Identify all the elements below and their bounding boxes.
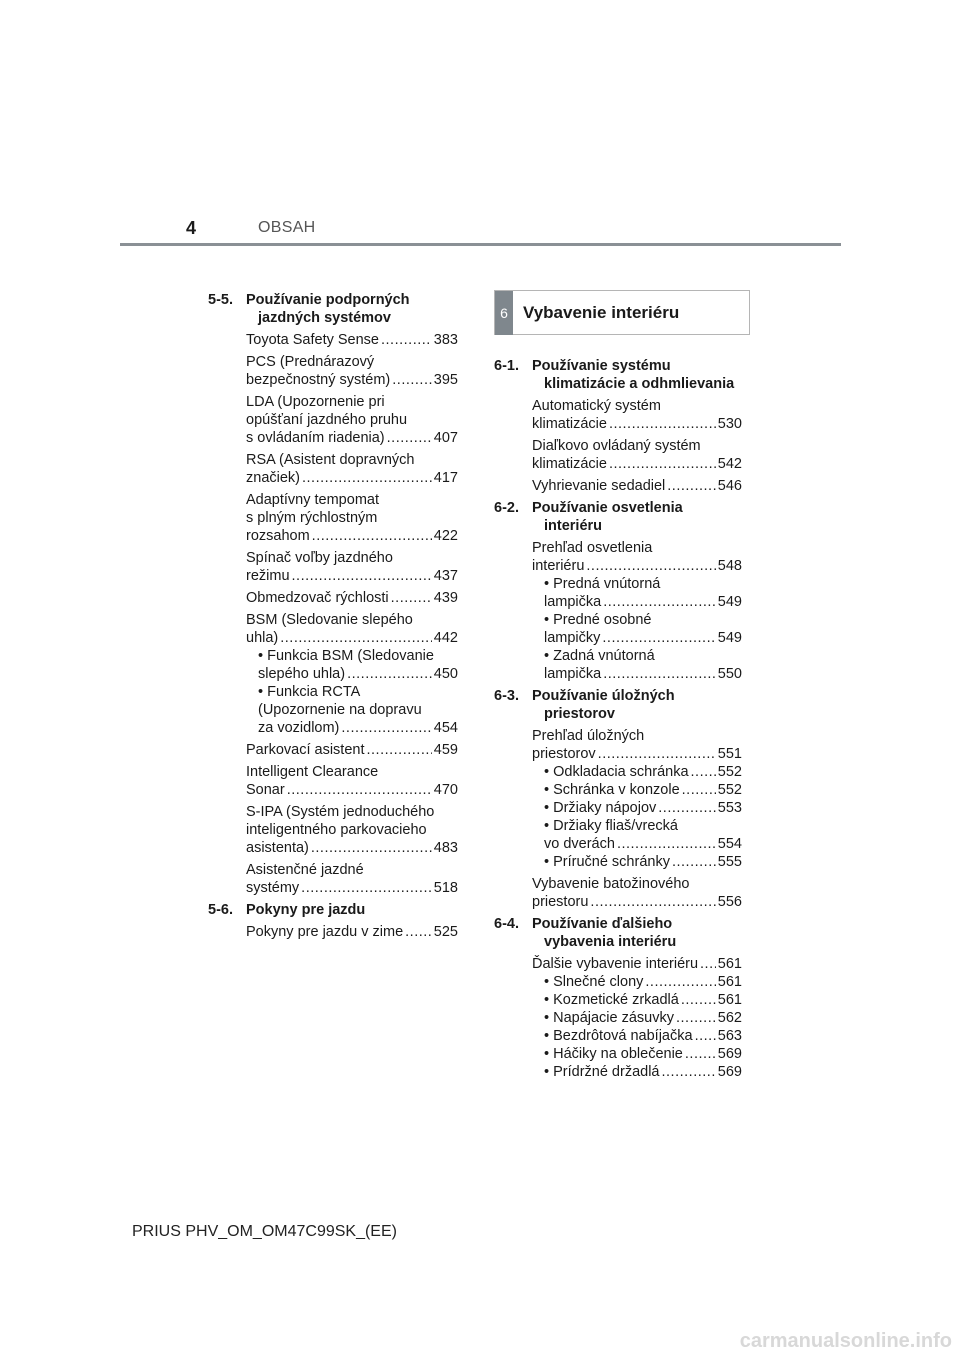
entry-leader-row	[246, 331, 458, 349]
dot-leader	[347, 665, 432, 683]
entry-leader-row	[246, 741, 458, 759]
entry-text-line: opúšťaní jazdného pruhu	[246, 412, 408, 428]
toc-section-heading	[494, 357, 742, 393]
dot-leader	[603, 593, 716, 611]
entry-label: rozsahom	[246, 528, 310, 544]
entry-page-number: 454	[433, 720, 458, 736]
section-number: 6-3.	[494, 688, 519, 704]
toc-section-heading	[208, 901, 458, 919]
entry-page-number: 562	[717, 1010, 742, 1026]
dot-leader	[387, 429, 432, 447]
toc-subentry[interactable]	[544, 991, 742, 1009]
entry-leader-row	[246, 527, 458, 545]
dot-leader	[301, 879, 432, 897]
entry-text-line: Automatický systém	[532, 398, 661, 414]
toc-entry[interactable]	[532, 955, 742, 973]
toc-subentry[interactable]	[544, 853, 742, 871]
entry-page-number: 561	[717, 974, 742, 990]
entry-label: • Napájacie zásuvky	[544, 1010, 674, 1026]
dot-leader	[682, 781, 716, 799]
section-title: Používanie podporných jazdných systémov	[246, 292, 410, 326]
entry-page-number: 554	[717, 836, 742, 852]
toc-entry[interactable]	[246, 923, 458, 941]
chapter-heading	[494, 290, 750, 335]
entry-label: • Bezdrôtová nabíjačka	[544, 1028, 693, 1044]
header-title: OBSAH	[258, 219, 316, 236]
dot-leader	[602, 629, 715, 647]
entry-label: Pokyny pre jazdu v zime	[246, 924, 404, 940]
entry-page-number: 569	[717, 1064, 742, 1080]
entry-label: slepého uhla)	[258, 666, 346, 682]
toc-entry[interactable]	[532, 875, 742, 911]
entry-text-line: Asistenčné jazdné	[246, 862, 364, 878]
entry-leader-row	[544, 1045, 742, 1063]
dot-leader	[292, 567, 432, 585]
entry-text-line: Intelligent Clearance	[246, 764, 379, 780]
entry-leader-row	[532, 745, 742, 763]
page-number: 4	[186, 218, 197, 238]
entry-leader-row	[532, 415, 742, 433]
dot-leader	[302, 469, 432, 487]
toc-left-column	[208, 287, 458, 941]
entry-page-number: 546	[717, 478, 742, 494]
toc-subentry[interactable]	[544, 1063, 742, 1081]
entry-text-line: s plným rýchlostným	[246, 510, 378, 526]
entry-leader-row	[532, 955, 742, 973]
toc-entry[interactable]	[246, 741, 458, 759]
entry-page-number: 552	[717, 764, 742, 780]
entry-page-number: 470	[433, 782, 458, 798]
entry-leader-row	[544, 853, 742, 871]
dot-leader	[672, 853, 716, 871]
entry-leader-row	[544, 781, 742, 799]
dot-leader	[586, 557, 715, 575]
dot-leader	[681, 991, 716, 1009]
entry-label: vo dverách	[544, 836, 615, 852]
dot-leader	[700, 955, 716, 973]
toc-entry[interactable]	[246, 763, 458, 799]
section-number: 6-4.	[494, 916, 519, 932]
dot-leader	[312, 527, 432, 545]
entry-page-number: 569	[717, 1046, 742, 1062]
toc-subentry[interactable]	[544, 973, 742, 991]
entry-leader-row	[246, 371, 458, 389]
entry-page-number: 437	[433, 568, 458, 584]
toc-subentry[interactable]	[544, 1009, 742, 1027]
page-header	[0, 0, 960, 280]
entry-leader-row	[544, 1063, 742, 1081]
entry-page-number: 422	[433, 528, 458, 544]
entry-page-number: 542	[717, 456, 742, 472]
dot-leader	[598, 745, 716, 763]
entry-leader-row	[544, 835, 742, 853]
toc-entry[interactable]	[246, 549, 458, 585]
dot-leader	[685, 1045, 716, 1063]
dot-leader	[311, 839, 432, 857]
section-number: 6-2.	[494, 500, 519, 516]
entry-leader-row	[246, 469, 458, 487]
entry-text-line: • Funkcia BSM (Sledovanie	[258, 648, 434, 664]
dot-leader	[366, 741, 431, 759]
toc-right-column	[494, 353, 742, 1081]
dot-leader	[676, 1009, 716, 1027]
header-rule	[120, 243, 841, 246]
entry-page-number: 561	[717, 992, 742, 1008]
entry-text-line: RSA (Asistent dopravných	[246, 452, 415, 468]
entry-page-number: 563	[717, 1028, 742, 1044]
entry-leader-row	[258, 665, 458, 683]
dot-leader	[691, 763, 716, 781]
toc-entry[interactable]	[246, 589, 458, 607]
section-title: Používanie osvetlenia interiéru	[532, 500, 683, 534]
entry-label: za vozidlom)	[258, 720, 340, 736]
entry-leader-row	[246, 429, 458, 447]
entry-page-number: 439	[433, 590, 458, 606]
toc-subentry[interactable]	[544, 647, 742, 683]
toc-subentry[interactable]	[544, 817, 742, 853]
entry-leader-row	[246, 923, 458, 941]
entry-page-number: 459	[433, 742, 458, 758]
entry-label: systémy	[246, 880, 300, 896]
entry-text-line: Spínač voľby jazdného	[246, 550, 393, 566]
entry-label: lampičky	[544, 630, 601, 646]
toc-subentry[interactable]	[258, 647, 458, 683]
dot-leader	[609, 415, 716, 433]
dot-leader	[609, 455, 716, 473]
entry-leader-row	[544, 593, 742, 611]
entry-text-line: • Predná vnútorná	[544, 576, 661, 592]
toc-subentry[interactable]	[544, 1027, 742, 1045]
entry-leader-row	[544, 629, 742, 647]
entry-page-number: 417	[433, 470, 458, 486]
section-number: 6-1.	[494, 358, 519, 374]
entry-leader-row	[246, 879, 458, 897]
entry-page-number: 450	[433, 666, 458, 682]
entry-text-line: Adaptívny tempomat	[246, 492, 379, 508]
entry-page-number: 383	[433, 332, 458, 348]
entry-page-number: 552	[717, 782, 742, 798]
section-number: 5-5.	[208, 292, 233, 308]
entry-label: interiéru	[532, 558, 585, 574]
entry-leader-row	[544, 1027, 742, 1045]
entry-page-number: 518	[433, 880, 458, 896]
toc-subentry[interactable]	[544, 763, 742, 781]
toc-entry[interactable]	[532, 437, 742, 473]
entry-leader-row	[532, 893, 742, 911]
dot-leader	[667, 477, 716, 495]
entry-label: Sonar	[246, 782, 285, 798]
toc-section-heading	[208, 291, 458, 327]
entry-page-number: 550	[717, 666, 742, 682]
entry-label: • Schránka v konzole	[544, 782, 680, 798]
entry-label: • Háčiky na oblečenie	[544, 1046, 683, 1062]
toc-section-heading	[494, 687, 742, 723]
entry-label: Vyhrievanie sedadiel	[532, 478, 666, 494]
dot-leader	[658, 799, 716, 817]
section-title: Používanie úložných priestorov	[532, 688, 675, 722]
section-title: Pokyny pre jazdu	[246, 902, 366, 918]
entry-label: • Kozmetické zrkadlá	[544, 992, 679, 1008]
entry-label: Ďalšie vybavenie interiéru	[532, 956, 699, 972]
entry-label: priestorov	[532, 746, 596, 762]
dot-leader	[645, 973, 715, 991]
entry-text-line: • Predné osobné	[544, 612, 652, 628]
dot-leader	[287, 781, 432, 799]
entry-text-line: BSM (Sledovanie slepého	[246, 612, 413, 628]
dot-leader	[391, 589, 432, 607]
entry-leader-row	[544, 1009, 742, 1027]
entry-text-line: • Funkcia RCTA	[258, 684, 361, 700]
dot-leader	[590, 893, 715, 911]
entry-leader-row	[532, 557, 742, 575]
toc-section-heading	[494, 499, 742, 535]
toc-entry[interactable]	[532, 477, 742, 495]
dot-leader	[603, 665, 716, 683]
entry-label: režimu	[246, 568, 290, 584]
entry-page-number: 395	[433, 372, 458, 388]
dot-leader	[617, 835, 716, 853]
entry-label: Obmedzovač rýchlosti	[246, 590, 389, 606]
entry-text-line: LDA (Upozornenie pri	[246, 394, 385, 410]
toc-subentry[interactable]	[544, 575, 742, 611]
entry-page-number: 442	[433, 630, 458, 646]
dot-leader	[341, 719, 431, 737]
entry-leader-row	[544, 799, 742, 817]
watermark: carmanualsonline.info	[739, 1330, 952, 1352]
entry-leader-row	[246, 567, 458, 585]
entry-label: lampička	[544, 666, 602, 682]
entry-text-line: Diaľkovo ovládaný systém	[532, 438, 701, 454]
dot-leader	[405, 923, 432, 941]
entry-label: • Odkladacia schránka	[544, 764, 689, 780]
entry-page-number: 548	[717, 558, 742, 574]
toc-subentry[interactable]	[258, 683, 458, 737]
entry-label: priestoru	[532, 894, 589, 910]
entry-label: • Príručné schránky	[544, 854, 670, 870]
section-title: Používanie systému klimatizácie a odhmlievania	[532, 358, 735, 392]
entry-label: lampička	[544, 594, 602, 610]
toc-entry[interactable]	[246, 451, 458, 487]
toc-entry[interactable]	[246, 803, 458, 857]
entry-leader-row	[544, 665, 742, 683]
entry-label: Parkovací asistent	[246, 742, 365, 758]
dot-leader	[695, 1027, 716, 1045]
toc-entry[interactable]	[246, 393, 458, 447]
entry-text-line: S-IPA (Systém jednoduchého	[246, 804, 435, 820]
toc-entry[interactable]	[246, 861, 458, 897]
entry-label: uhla)	[246, 630, 279, 646]
entry-label: klimatizácie	[532, 416, 607, 432]
entry-label: asistenta)	[246, 840, 309, 856]
entry-page-number: 530	[717, 416, 742, 432]
toc-subentry[interactable]	[544, 1045, 742, 1063]
chapter-title: Vybavenie interiéru	[523, 303, 680, 322]
toc-section-heading	[494, 915, 742, 951]
section-title: Používanie ďalšieho vybavenia interiéru	[532, 916, 677, 950]
entry-leader-row	[544, 973, 742, 991]
entry-text-line: Prehľad úložných	[532, 728, 645, 744]
document-footer: PRIUS PHV_OM_OM47C99SK_(EE)	[132, 1223, 397, 1240]
entry-page-number: 553	[717, 800, 742, 816]
toc-entry[interactable]	[246, 611, 458, 647]
entry-leader-row	[258, 719, 458, 737]
toc-subentry[interactable]	[544, 781, 742, 799]
entry-label: klimatizácie	[532, 456, 607, 472]
entry-page-number: 483	[433, 840, 458, 856]
entry-text-line: inteligentného parkovacieho	[246, 822, 427, 838]
entry-leader-row	[544, 763, 742, 781]
dot-leader	[662, 1063, 716, 1081]
entry-text-line: • Zadná vnútorná	[544, 648, 655, 664]
entry-page-number: 407	[433, 430, 458, 446]
entry-leader-row	[246, 629, 458, 647]
entry-page-number: 525	[433, 924, 458, 940]
entry-label: s ovládaním riadenia)	[246, 430, 385, 446]
entry-leader-row	[532, 477, 742, 495]
entry-label: bezpečnostný systém)	[246, 372, 391, 388]
entry-leader-row	[532, 455, 742, 473]
chapter-number-tab: 6	[495, 291, 513, 335]
toc-subentry[interactable]	[544, 799, 742, 817]
toc-entry[interactable]	[532, 539, 742, 575]
entry-page-number: 561	[717, 956, 742, 972]
entry-text-line: PCS (Prednárazový	[246, 354, 375, 370]
toc-entry[interactable]	[532, 397, 742, 433]
entry-label: značiek)	[246, 470, 300, 486]
toc-entry[interactable]	[532, 727, 742, 763]
toc-entry[interactable]	[246, 353, 458, 389]
entry-label: • Slnečné clony	[544, 974, 644, 990]
dot-leader	[280, 629, 432, 647]
entry-label: • Prídržné držadlá	[544, 1064, 660, 1080]
section-number: 5-6.	[208, 902, 233, 918]
toc-entry[interactable]	[246, 491, 458, 545]
entry-page-number: 555	[717, 854, 742, 870]
entry-text-line: • Držiaky fliaš/vrecká	[544, 818, 678, 834]
entry-leader-row	[246, 781, 458, 799]
entry-leader-row	[246, 589, 458, 607]
entry-leader-row	[544, 991, 742, 1009]
entry-page-number: 556	[717, 894, 742, 910]
entry-label: • Držiaky nápojov	[544, 800, 657, 816]
entry-label: Toyota Safety Sense	[246, 332, 379, 348]
entry-text-line: (Upozornenie na dopravu	[258, 702, 422, 718]
entry-text-line: Prehľad osvetlenia	[532, 540, 653, 556]
dot-leader	[381, 331, 432, 349]
toc-subentry[interactable]	[544, 611, 742, 647]
entry-page-number: 549	[717, 630, 742, 646]
entry-text-line: Vybavenie batožinového	[532, 876, 690, 892]
entry-page-number: 549	[717, 594, 742, 610]
toc-entry[interactable]	[246, 331, 458, 349]
dot-leader	[392, 371, 432, 389]
entry-leader-row	[246, 839, 458, 857]
entry-page-number: 551	[717, 746, 742, 762]
